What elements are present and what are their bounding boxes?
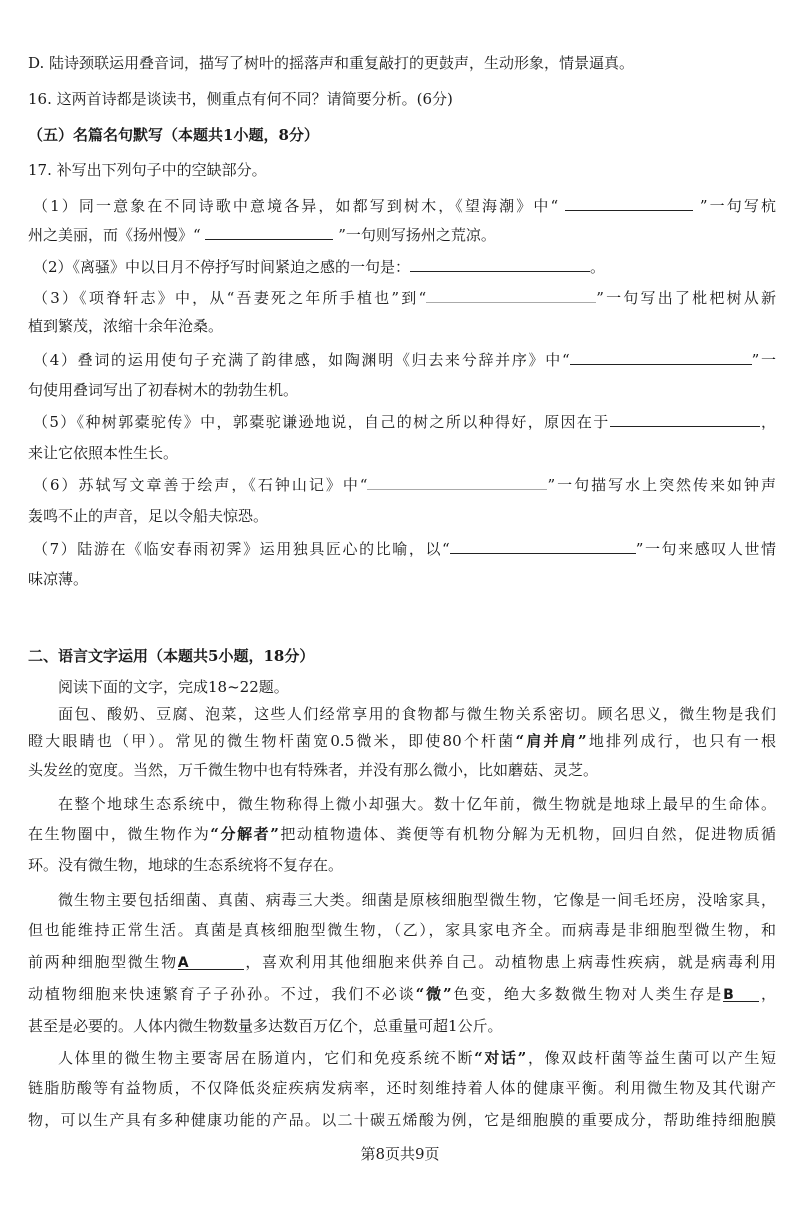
text-segment: ，像双歧杆菌等益生菌可以产生短: [526, 1049, 776, 1067]
emphasized-text: “对话”: [474, 1049, 527, 1067]
text-segment: 16. 这两首诗都是谈读书，侧重点有何不同？请简要分析。(6分): [28, 90, 453, 108]
text-segment: 。: [590, 258, 606, 276]
option-d: [28, 53, 776, 73]
text-segment: ”一: [751, 351, 776, 368]
answer-blank[interactable]: [570, 348, 752, 365]
text-line: [33, 255, 776, 275]
section-2-heading: [28, 646, 776, 666]
text-line: [58, 1048, 776, 1068]
text-segment: 二、语言文字运用（本题共5小题，18分）: [28, 647, 315, 665]
text-line: [28, 380, 776, 400]
text-segment: ”一句写杭: [693, 197, 776, 214]
text-segment: （7）陆游在《临安春雨初霁》运用独具匠心的比喻，以“: [33, 540, 450, 557]
text-segment: 植到繁茂，浓缩十余年沧桑。: [28, 317, 224, 335]
text-segment: 人体里的微生物主要寄居在肠道内，它们和免疫系统不断: [58, 1049, 475, 1067]
text-line: [28, 569, 776, 589]
answer-blank[interactable]: B: [723, 985, 759, 1002]
text-segment: 链脂肪酸等有益物质，不仅降低炎症疾病发病率，还时刻维持着人体的健康平衡。利用微生物及其代谢产: [28, 1079, 776, 1097]
text-segment: 在整个地球生态系统中，微生物称得上微小却强大。数十亿年前，微生物就是地球上最早的生命体。: [58, 795, 776, 813]
emphasized-text: “分解者”: [210, 825, 279, 843]
text-segment: （6）苏轼写文章善于绘声，《石钟山记》中“: [33, 476, 368, 493]
text-line: [58, 890, 776, 910]
text-segment: 地排列成行，也只有一根: [586, 732, 776, 750]
text-line: [28, 1110, 776, 1130]
text-segment: （5）《种树郭橐驼传》中，郭橐驼谦逊地说，自己的树之所以种得好，原因在于: [33, 413, 610, 430]
text-segment: ，喜欢利用其他细胞来供养自己。动植物患上病毒性疾病，就是病毒利用: [243, 953, 776, 971]
emphasized-text: “微”: [415, 985, 452, 1003]
text-segment: 色变，绝大多数微生物对人类生存是: [451, 985, 724, 1003]
text-line: [28, 731, 776, 751]
text-segment: 味凉薄。: [28, 570, 89, 588]
answer-blank[interactable]: A: [178, 953, 244, 970]
text-line: [28, 1016, 776, 1036]
text-line: [33, 348, 776, 368]
text-line: [33, 410, 776, 430]
text-segment: 头发丝的宽度。当然，万千微生物中也有特殊者，并没有那么微小，比如蘑菇、灵芝。: [28, 761, 599, 779]
answer-blank[interactable]: [205, 223, 333, 240]
text-line: [28, 316, 776, 336]
text-segment: D. 陆诗颈联运用叠音词，描写了树叶的摇落声和重复敲打的更鼓声，生动形象，情景逼真。: [28, 54, 635, 72]
text-line: [28, 984, 776, 1004]
text-line: [33, 194, 776, 214]
text-segment: （4）叠词的运用使句子充满了韵律感，如陶渊明《归去来兮辞并序》中“: [33, 351, 570, 368]
text-line: [28, 1078, 776, 1098]
text-line: [33, 537, 776, 557]
text-line: [58, 704, 776, 724]
answer-blank[interactable]: [410, 255, 590, 272]
text-segment: 微生物主要包括细菌、真菌、病毒三大类。细菌是原核细胞型微生物，它像是一间毛坯房，没啥家具，: [58, 891, 776, 909]
answer-blank[interactable]: [450, 537, 636, 554]
text-segment: （3）《项脊轩志》中，从“吾妻死之年所手植也”到“: [33, 289, 427, 306]
text-line: [28, 760, 776, 780]
text-line: [28, 506, 776, 526]
answer-blank[interactable]: [367, 473, 547, 490]
text-segment: 把动植物遗体、粪便等有机物分解为无机物，回归自然，促进物质循: [278, 825, 776, 843]
question-16: [28, 89, 776, 109]
page-footer: 第8页共9页: [360, 1145, 440, 1163]
text-segment: ”一句描写水上突然传来如钟声: [547, 476, 776, 493]
text-segment: 甚至是必要的。人体内微生物数量多达数百万亿个，总重量可超1公斤。: [28, 1017, 503, 1035]
section-5-heading: [28, 125, 776, 145]
text-line: [28, 920, 776, 940]
question-17: [28, 160, 776, 180]
text-line: [33, 473, 776, 493]
text-segment: 前两种细胞型微生物: [28, 953, 178, 971]
text-segment: 面包、酸奶、豆腐、泡菜，这些人们经常享用的食物都与微生物关系密切。顾名思义，微生物是我们: [58, 705, 776, 723]
text-segment: 动植物细胞来快速繁育子子孙孙。不过，我们不必谈: [28, 985, 416, 1003]
text-segment: 瞪大眼睛也（甲）。常见的微生物杆菌宽0.5微米，即使80个杆菌: [28, 732, 516, 750]
text-segment: 来让它依照本性生长。: [28, 444, 179, 462]
answer-blank[interactable]: [610, 410, 760, 427]
text-segment: 在生物圈中，微生物作为: [28, 825, 211, 843]
text-line: [33, 286, 776, 306]
text-line: [28, 855, 776, 875]
text-segment: 环。没有微生物，地球的生态系统将不复存在。: [28, 856, 344, 874]
text-segment: 句使用叠词写出了初春树木的勃勃生机。: [28, 381, 299, 399]
answer-blank[interactable]: [565, 194, 693, 211]
emphasized-text: “肩并肩”: [515, 732, 587, 750]
text-segment: ”一句写出了枇杷树从新: [596, 289, 776, 306]
text-segment: （五）名篇名句默写（本题共1小题，8分）: [28, 126, 319, 144]
text-segment: ，: [759, 985, 776, 1003]
text-segment: ”一句来感叹人世情: [635, 540, 776, 557]
text-segment: 轰鸣不止的声音，足以令船夫惊恐。: [28, 507, 269, 525]
text-line: [58, 677, 776, 697]
text-segment: （2）《离骚》中以日月不停抒写时间紧迫之感的一句是：: [33, 258, 411, 276]
text-line: [28, 952, 776, 972]
text-segment: 州之美丽，而《扬州慢》“: [28, 226, 206, 244]
text-line: [28, 443, 776, 463]
text-segment: ”一句则写扬州之荒凉。: [333, 226, 496, 244]
text-segment: （1）同一意象在不同诗歌中意境各异，如都写到树木，《望海潮》中“: [33, 197, 566, 214]
answer-blank[interactable]: [426, 286, 596, 303]
text-line: [28, 223, 776, 243]
text-line: [58, 794, 776, 814]
text-segment: ，: [759, 413, 776, 430]
text-segment: 17. 补写出下列句子中的空缺部分。: [28, 161, 267, 179]
text-segment: 但也能维持正常生活。真菌是真核细胞型微生物，（乙），家具家电齐全。而病毒是非细胞型微生物，和: [28, 921, 776, 939]
text-segment: 阅读下面的文字，完成18~22题。: [58, 678, 289, 696]
text-line: [28, 824, 776, 844]
text-segment: 物，可以生产具有多种健康功能的产品。以二十碳五烯酸为例，它是细胞膜的重要成分，帮助维持细胞膜: [28, 1111, 776, 1129]
